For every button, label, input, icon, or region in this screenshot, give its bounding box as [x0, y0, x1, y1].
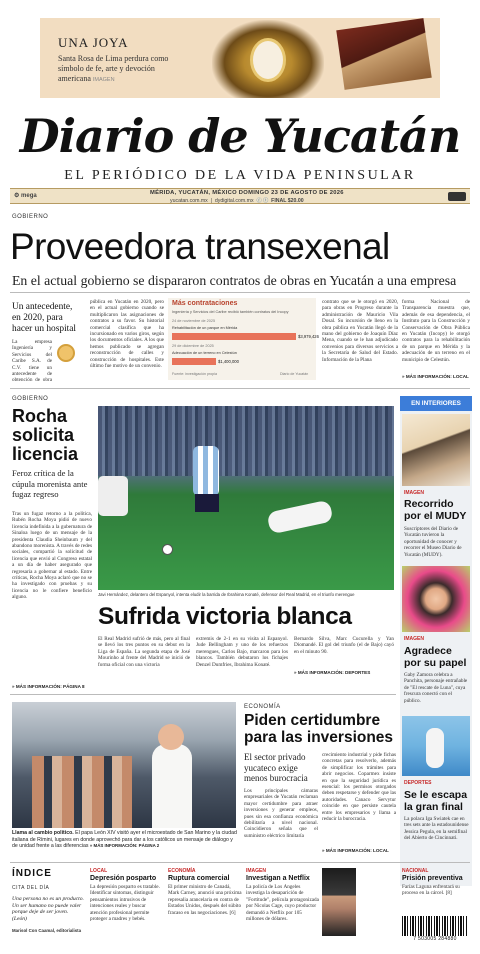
index-item-local[interactable]: [90, 868, 164, 948]
index-item-economia[interactable]: [168, 868, 242, 948]
papel-headline[interactable]: Agradece por su papel: [404, 645, 467, 669]
index-text: El primer ministro de Canadá, Mark Carney, anunció una próxima represalia arancelaria en contra de Estados Unidos, después del súbito fracaso en las negociaciones. [6]: [168, 884, 242, 916]
pope-more[interactable]: » MÁS INFORMACIÓN: PÁGINA 2: [89, 843, 160, 849]
index-head: Depresión posparto: [90, 875, 157, 882]
econ-headline[interactable]: Piden certidumbre para las inversiones: [244, 712, 394, 746]
bar1-label: $3,979,426: [298, 334, 319, 339]
lead-deck: En el actual gobierno se dispararon contratos de obras en Yucatán a una empresa: [12, 273, 457, 288]
sport-col1: El Real Madrid sufrió de más, pero al final se llevó los tres puntos en su debut en la Liga de España. La segunda etapa de José Mourinho al frente del Madrid se inició de forma oficial con una victoria: [98, 636, 190, 668]
dateline-place-date: MÉRIDA, YUCATÁN, MÉXICO DOMINGO 23 DE AGOSTO DE 2026: [150, 190, 344, 196]
social-icons: ⓕ ⓣ: [256, 198, 269, 204]
sport-caption: Javi Hernández, delantero del Espanyol, intenta eludir la barrida de Ibrahima Konaté, defensor del Real Madrid, en el triunfo merengue: [98, 592, 355, 597]
pope-figure: [152, 744, 192, 828]
index-tag: LOCAL: [90, 868, 108, 874]
barcode-digits: 7 503005 284880: [413, 936, 457, 942]
sport-tag: DEPORTES: [404, 780, 432, 786]
bar-2: [172, 358, 216, 365]
nicolas-cage-photo: [322, 868, 356, 936]
sport-more[interactable]: » MÁS INFORMACIÓN: DEPORTES: [294, 670, 371, 675]
promo-tag: IMAGEN: [92, 77, 115, 83]
soccer-match-photo[interactable]: [98, 406, 394, 590]
bar1-date: 24 de noviembre de 2025: [172, 319, 216, 323]
tennis-photo[interactable]: [402, 716, 470, 776]
digital-link[interactable]: dydigital.com.mx: [214, 198, 254, 204]
pope-visit-photo[interactable]: [12, 702, 236, 828]
promo-text: Santa Rosa de Lima perdura como símbolo de fe, arte y devoción americana IMAGEN: [58, 54, 169, 83]
sport-side-text: La polaca Iga Swiatek cae en tres sets ante la estadounidense Jessica Pegula, en la semifinal del Abierto de Cincinnati.: [404, 816, 469, 842]
rocha-headline[interactable]: Rocha solicita licencia: [12, 406, 79, 464]
player-dark: [266, 500, 333, 535]
index-tag: NACIONAL: [402, 868, 429, 874]
contracts-chart: [168, 298, 319, 380]
player-shorts: [195, 494, 219, 512]
promo-banner[interactable]: [40, 18, 440, 98]
index-head: Investigan a Netflix: [246, 875, 310, 882]
index-text: Farías Laguna enfrentará su proceso en la cárcel. [8]: [402, 884, 460, 897]
chart-credit: Diario de Yucatán: [280, 372, 309, 376]
chart-title: Más contrataciones: [172, 300, 238, 307]
rule: [10, 292, 470, 293]
rocha-more[interactable]: » MÁS INFORMACIÓN: PÁGINA 8: [12, 684, 85, 689]
lead-col1: pública en Yucatán en 2020, pero en el actual gobierno cuando se multiplicaron las asignaciones de contratos a su favor. Su historial comercial clasifica que ha incursionado en varios giros, según los documentos oficiales. A los que hemos publicado se agregan reconstrucción de calles y construcción de hospitales. Este último fue motivo de un convenio.: [90, 299, 164, 370]
mudy-headline[interactable]: Recorrido por el MUDY: [404, 498, 467, 522]
index-text: La depresión posparto es tratable. Identificar síntomas, distinguir pensamientos intrusivos de intenciones reales y buscar atención profesional permite proteger a madres y bebés.: [90, 884, 160, 923]
rocha-deck: Feroz crítica de la cúpula morenista ante fugaz regreso: [12, 468, 88, 499]
lead-side-head[interactable]: Un antecedente, en 2020, para hacer un hospital: [12, 302, 77, 334]
econ-more[interactable]: » MÁS INFORMACIÓN: LOCAL: [322, 848, 389, 853]
gaby-zamora-photo[interactable]: [402, 566, 470, 632]
quote-author: Marisol Con Caamal, editorialista: [12, 928, 82, 933]
soccer-ball-icon: [162, 544, 173, 555]
rule: [10, 694, 396, 695]
quote-text: Una persona no es un producto. Un ser humano no puede valer porque deje de ser joven. (León): [12, 896, 84, 922]
lead-section: GOBIERNO: [12, 214, 49, 220]
econ-text2: crecimiento industrial y pide fichas concretas para resolverlo, además de simplificar los trámites para abrir negocios. Coparmex insiste en que la seguridad jurídica es esencial: los permisos otorgados deben respetarse y defender que las autoridades. Canaco Servytur coincide en que persiste cautela entre los empresarios y llama a reducir la burocracia.: [322, 752, 396, 823]
dateline-links: yucatan.com.mx | dydigital.com.mx ⓕ ⓣ FINAL $20.00: [170, 198, 304, 204]
promo-title: UNA JOYA: [58, 35, 129, 50]
econ-deck: El sector privado yucateco exige menos burocracia: [244, 752, 308, 784]
lead-headline[interactable]: Proveedora transexenal: [10, 226, 390, 267]
mega-logo: ⚙ mega: [14, 193, 37, 199]
bar-track-1: [172, 333, 319, 340]
chart-subtitle: Ingeniería y Servicios del Caribe recibió también contratos del Incopy: [172, 310, 289, 314]
sport-side-headline[interactable]: Se le escapa la gran final: [404, 789, 468, 813]
index-tag: IMAGEN: [246, 868, 266, 874]
papel-text: Gaby Zamora celebra a Panchita, personaje entrañable de "El rescate de Luna", cuya frescura conectó con el público.: [404, 672, 468, 704]
index-text: La policía de Los Ángeles investiga la desaparición de "Fortitude", película protagonizada por Nicolas Cage, cuyo productor demandó a Netflix por 105 millones de dólares.: [246, 884, 319, 923]
masthead-tagline: EL PERIÓDICO DE LA VIDA PENINSULAR: [64, 168, 416, 183]
interiores-title: EN INTERIORES: [400, 396, 472, 411]
pope-caption: [12, 830, 240, 850]
papel-tag: IMAGEN: [404, 636, 424, 642]
lead-side-text: La empresa Ingeniería y Servicios del Caribe S.A. de C.V. tiene un antecedente de obtención de obra: [12, 339, 52, 382]
pin-icon: [57, 344, 75, 362]
mudy-photo[interactable]: [402, 414, 470, 486]
mudy-text: Suscriptores del Diario de Yucatán tuvieron la oportunidad de conocer y recorrer el Museo Diario de Yucatán (MUDY).: [404, 526, 462, 558]
index-item-imagen[interactable]: [246, 868, 320, 948]
index-head: Prisión preventiva: [402, 875, 463, 882]
price: FINAL $20.00: [271, 198, 304, 204]
lead-col4: forma Nacional de Transparencia muestra que, además de esa dependencia, el Instituto para la Construcción y Conservación de Obra Pública en Yucatán (Incopy) le otorgó contratos para la rehabilitación de un parque en Mérida y la adecuación de un terreno en el municipio de Celestún.: [402, 299, 470, 363]
bar2-date: 29 de diciembre de 2025: [172, 344, 214, 348]
econ-section: ECONOMÍA: [244, 704, 281, 710]
masthead-logo[interactable]: Diario de Yucatán: [19, 109, 461, 163]
sport-headline[interactable]: Sufrida victoria blanca: [98, 603, 352, 630]
rule: [10, 388, 470, 389]
rocha-section: GOBIERNO: [12, 396, 49, 402]
barcode: [402, 916, 468, 944]
brand-badge-icon: [448, 192, 466, 201]
bar2-label: $1,400,000: [218, 359, 239, 364]
lead-col3: contrato que se le otorgó en 2020, para obras en Progreso durante la administración de Mauricio Vila Dosal. Su incursión de lleno en la obra pública en Yucatán llegó de la mano del gobierno de Joaquín Díaz Mena, cuando se le han adjudicado convenios para diversos servicios a la Secretaría de Salud del Estado. Información de la Plana: [322, 299, 398, 363]
sport-col2: extremis de 2-1 en su visita al Espanyol. Jude Bellingham y uno de los refuerzos merengues, Carlos Bajo, marcaron para los blancos. También debutaron los fichajes Denzel Dumfries, Ibrahima Konaté.: [196, 636, 288, 668]
saint-rosa-relic-image: [212, 20, 324, 98]
bar1-desc: Rehabilitación de un parque en Mérida: [172, 326, 238, 330]
dateline-bar: [10, 188, 470, 204]
website-link[interactable]: yucatan.com.mx: [170, 198, 208, 204]
rocha-text: Tras un fugaz retorno a la política, Rubén Rocha Moya pidió de nuevo licencia indefinida a la gubernatura de Sinaloa luego de un mensaje de la presidenta Claudia Sheinbaum y del abandono morenista. A través de redes sociales, compartió la solicitud de licencia que envió al Congreso estatal a un día de haber asegurado que regresaría a gobernar al estado. Entre críticas, Rocha Moya aclaró que no se ha investigado con pruebas y su licencia no le confiere beneficio alguno.: [12, 511, 92, 601]
sport-col3: Bernardo Silva, Marc Cucurella y Yan Diomandé. El gol del triunfo (el de Bajo) cayó en el minuto 90.: [294, 636, 394, 655]
bar-1: [172, 333, 296, 340]
player-white-shirt: [193, 446, 219, 496]
lead-more[interactable]: » MÁS INFORMACIÓN: LOCAL: [402, 374, 469, 379]
rule: [10, 862, 470, 863]
index-item-nacional[interactable]: [402, 868, 472, 914]
bar-track-2: [172, 358, 312, 365]
index-title: ÍNDICE: [12, 868, 52, 879]
index-tag: ECONOMÍA: [168, 868, 196, 874]
pope-caption-text: El papa León XIV visitó ayer el microestado de San Marino y la ciudad italiana de Rímini, lugares en donde aprovechó para dar a los católicos un mensaje de diálogo y de unidad frente a las diferencias: [12, 830, 237, 850]
chart-source: Fuente: investigación propia: [172, 372, 217, 376]
econ-text1: Los principales cámaras empresariales de Yucatán reclaman mayor certidumbre para atraer inversiones y generar empleos, pues sin esa confianza económica debilitaría a nivel nacional. Coincidieron señala que el suministro eléctrico limitaría: [244, 788, 318, 839]
pope-caption-bold: Llama al cambio político.: [12, 830, 74, 836]
quote-label: CITA DEL DÍA: [12, 885, 50, 891]
index-head: Ruptura comercial: [168, 875, 230, 882]
books-image: [336, 18, 431, 90]
mudy-tag: IMAGEN: [404, 490, 424, 496]
bar2-desc: Adecuación de un terreno en Celestún: [172, 351, 237, 355]
